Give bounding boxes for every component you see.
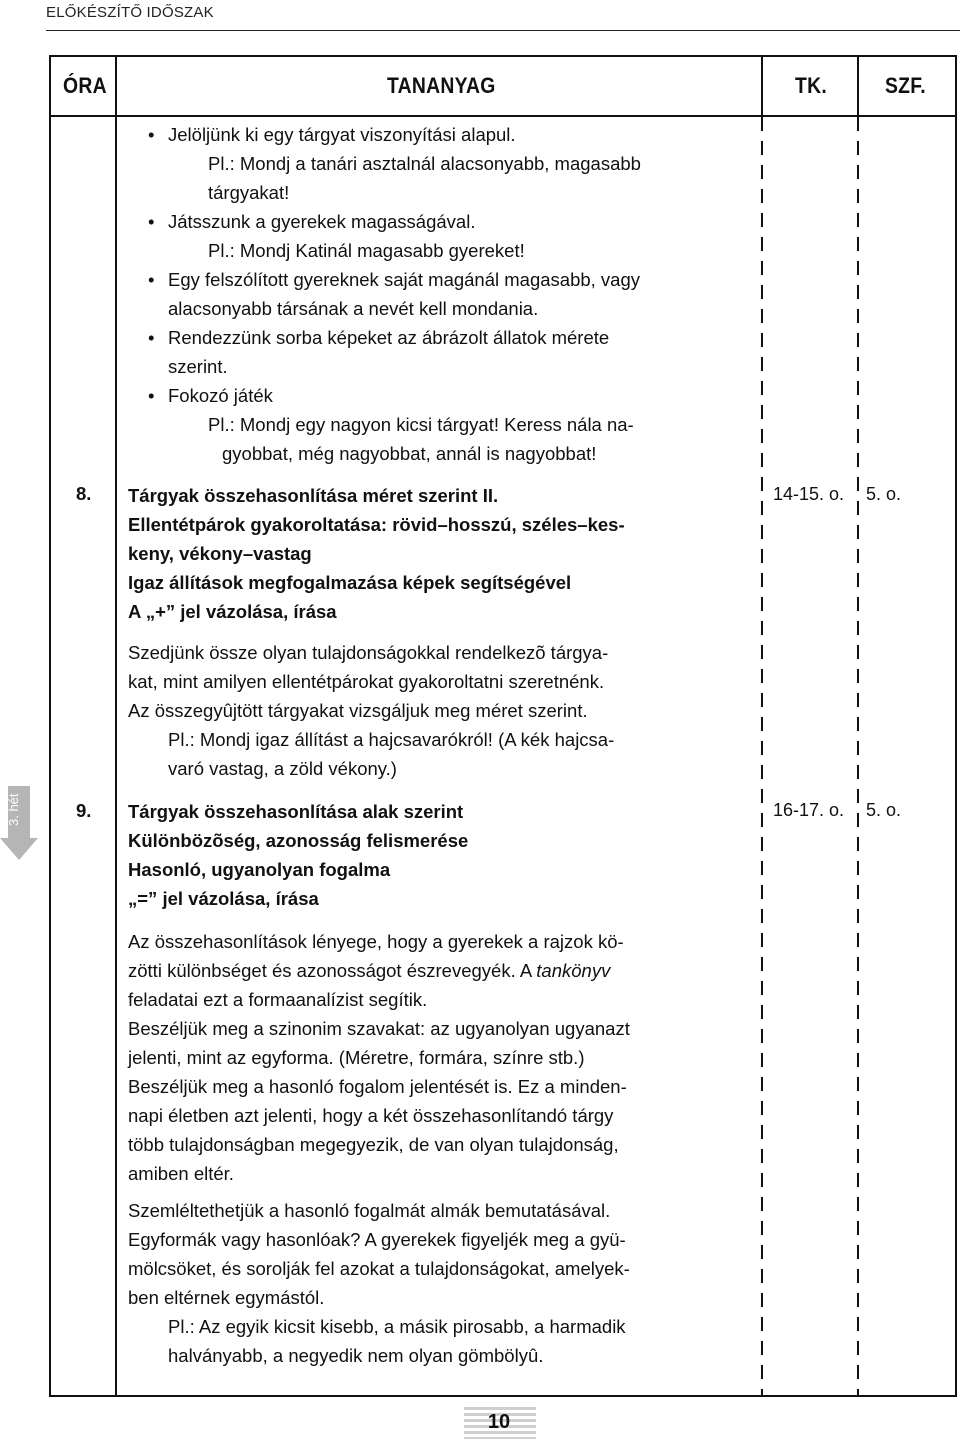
page-number: 10 (487, 1411, 511, 1433)
col-header-ora: ÓRA (63, 73, 107, 98)
running-head-rule (46, 30, 960, 31)
week-side-tab (0, 786, 40, 866)
lesson-8-szf-pages: 5. o. (866, 484, 902, 504)
lesson-8-heading: Igaz állítások megfogalmazása képek segítségével (128, 572, 572, 593)
lesson-8-heading: Tárgyak összehasonlítása méret szerint II. (128, 485, 499, 506)
list-item: • Rendezzünk sorba képeket az ábrázolt állatok mérete (128, 323, 760, 352)
lesson-9-example-line: Pl.: Az egyik kicsit kisebb, a másik pirosabb, a harmadik (168, 1316, 626, 1337)
list-item: • Fokozó játék (128, 381, 760, 410)
lesson-9-heading: „=” jel vázolása, írása (128, 888, 319, 909)
lesson-9-body-line: feladatai ezt a formaanalízist segítik. (128, 989, 428, 1010)
list-item-example: Pl.: Mondj egy nagyon kicsi tárgyat! Keress nála na- (208, 414, 634, 435)
lesson-9-heading: Különbözõség, azonosság felismerése (128, 830, 469, 851)
table-bottom-border (49, 1395, 957, 1397)
col-header-tk: TK. (795, 73, 827, 98)
list-item-example: Pl.: Mondj Katinál magasabb gyereket! (208, 240, 525, 261)
lesson-9-content (128, 797, 760, 1370)
lesson-9-body-line: Beszéljük meg a hasonló fogalom jelentését is. Ez a minden- (128, 1076, 627, 1097)
lesson-8-heading: A „+” jel vázolása, írása (128, 601, 337, 622)
lesson-9-body-line: jelenti, mint az egyforma. (Méretre, formára, színre stb.) (128, 1047, 585, 1068)
lesson-8-body-line: Az összegyûjtött tárgyakat vizsgáljuk meg méret szerint. (128, 700, 588, 721)
lesson-number-8: 8. (76, 483, 92, 504)
col-divider-szf-dashed (857, 117, 859, 1397)
list-item: • Jelöljünk ki egy tárgyat viszonyítási alapul. (128, 120, 760, 149)
page-number-badge (454, 1401, 544, 1445)
down-arrow-icon (0, 838, 38, 860)
lesson-9-body-line: ben eltérnek egymástól. (128, 1287, 325, 1308)
continuation-block (128, 120, 760, 468)
list-item-example: gyobbat, még nagyobbat, annál is nagyobbat! (222, 443, 597, 464)
col-header-szf: SZF. (885, 73, 926, 98)
lesson-8-heading: Ellentétpárok gyakoroltatása: rövid–hosszú, széles–kes- (128, 514, 625, 535)
lesson-9-body-line: mölcsöket, és sorolják fel azokat a tulajdonságokat, amelyek- (128, 1258, 630, 1279)
lesson-8-body-line: Szedjünk össze olyan tulajdonságokkal rendelkezõ tárgya- (128, 642, 609, 663)
lesson-9-body-line: amiben eltér. (128, 1163, 234, 1184)
lesson-8-tk-pages: 14-15. o. (773, 484, 845, 504)
lesson-9-body-text: zötti különbséget és azonosságot észrevegyék. A (128, 960, 537, 981)
lesson-9-body-line: Az összehasonlítások lényege, hogy a gyerekek a rajzok kö- (128, 931, 624, 952)
lesson-9-szf-pages: 5. o. (866, 800, 902, 820)
list-item-example: Pl.: Mondj a tanári asztalnál alacsonyabb, magasabb (208, 153, 641, 174)
table-left-border (49, 55, 51, 1397)
col-header-tananyag: TANANYAG (387, 73, 496, 98)
col-divider-tk-dashed (761, 117, 763, 1397)
lesson-8-content (128, 481, 760, 783)
table-top-border (49, 55, 957, 57)
lesson-9-heading: Tárgyak összehasonlítása alak szerint (128, 801, 464, 822)
lesson-8-example-line: varó vastag, a zöld vékony.) (168, 758, 397, 779)
lesson-9-heading: Hasonló, ugyanolyan fogalma (128, 859, 391, 880)
list-item: • Egy felszólított gyereknek saját magánál magasabb, vagy (128, 265, 760, 294)
lesson-8-body-line: kat, mint amilyen ellentétpárokat gyakoroltatni szeretnénk. (128, 671, 605, 692)
table-header-divider (49, 115, 957, 117)
table-right-border (955, 55, 957, 1397)
running-title: ELŐKÉSZÍTŐ IDŐSZAK (46, 4, 214, 21)
col-divider-tk-header (761, 55, 763, 117)
lesson-9-body-line: Beszéljük meg a szinonim szavakat: az ugyanolyan ugyanazt (128, 1018, 630, 1039)
lesson-9-body-line: Szemléltethetjük a hasonló fogalmát almák bemutatásával. (128, 1200, 611, 1221)
list-item-continuation: szerint. (168, 356, 228, 377)
col-divider-ora (115, 55, 117, 1397)
lesson-9-body-line: napi életben azt jelenti, hogy a két összehasonlítandó tárgy (128, 1105, 614, 1126)
list-item: • Játsszunk a gyerekek magasságával. (128, 207, 760, 236)
lesson-8-example-line: Pl.: Mondj igaz állítást a hajcsavarókról! (A kék hajcsa- (168, 729, 615, 750)
col-divider-szf-header (857, 55, 859, 117)
list-item-example: tárgyakat! (208, 182, 290, 203)
list-item-continuation: alacsonyabb társának a nevét kell mondania. (168, 298, 539, 319)
week-label: 3. hét (6, 793, 21, 826)
lesson-9-body-line: több tulajdonságban megegyezik, de van olyan tulajdonság, (128, 1134, 619, 1155)
lesson-9-tk-pages: 16-17. o. (773, 800, 845, 820)
lesson-8-heading: keny, vékony–vastag (128, 543, 312, 564)
lesson-9-example-line: halványabb, a negyedik nem olyan gömbölyû. (168, 1345, 544, 1366)
lesson-number-9: 9. (76, 800, 92, 821)
lesson-9-body-line (128, 956, 760, 985)
running-head (46, 4, 214, 21)
lesson-9-italic-word: tankönyv (536, 960, 611, 981)
lesson-9-body-line: Egyformák vagy hasonlóak? A gyerekek figyeljék meg a gyü- (128, 1229, 626, 1250)
